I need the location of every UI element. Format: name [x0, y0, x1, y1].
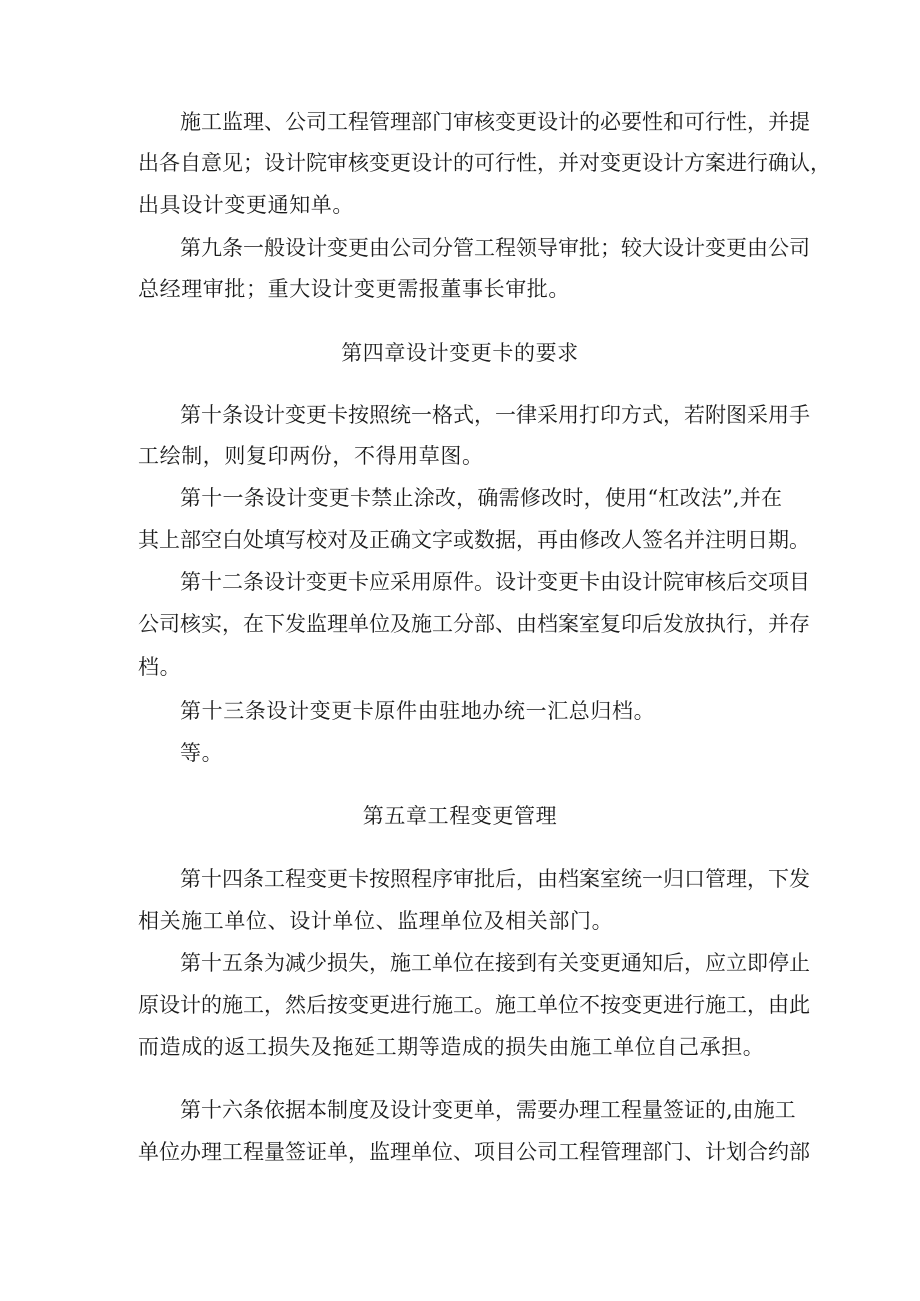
paragraph-line: 等。 — [180, 741, 224, 765]
paragraph-line: 第九条一般设计变更由公司分管工程领导审批；较大设计变更由公司 — [180, 236, 810, 260]
chapter-heading: 第五章工程变更管理 — [362, 804, 558, 828]
paragraph-line: 相关施工单位、设计单位、监理单位及相关部门。 — [138, 909, 614, 933]
paragraph-line: 第十五条为减少损失，施工单位在接到有关变更通知后，应立即停止 — [180, 951, 810, 975]
paragraph-line: 施工监理、公司工程管理部门审核变更设计的必要性和可行性，并提 — [180, 110, 810, 134]
paragraph-line: 其上部空白处填写校对及正确文字或数据，再由修改人签名并注明日期。 — [138, 528, 810, 552]
paragraph-line: 而造成的返工损失及拖延工期等造成的损失由施工单位自己承担。 — [138, 1035, 765, 1059]
paragraph-line: 第十四条工程变更卡按照程序审批后，由档案室统一归口管理，下发 — [180, 867, 810, 891]
paragraph-line: 第十三条设计变更卡原件由驻地办统一汇总归档。 — [180, 699, 656, 723]
paragraph-line: 出具设计变更通知单。 — [138, 193, 354, 217]
paragraph-line: 第十六条依据本制度及设计变更单，需要办理工程量签证的,由施工 — [180, 1098, 796, 1122]
paragraph-line: 公司核实，在下发监理单位及施工分部、由档案室复印后发放执行，并存 — [138, 612, 810, 636]
paragraph-line: 第十一条设计变更卡禁止涂改，确需修改时，使用“杠改法”,并在 — [180, 486, 782, 510]
paragraph-line: 第十条设计变更卡按照统一格式，一律采用打印方式，若附图采用手 — [180, 403, 810, 427]
paragraph-line: 第十二条设计变更卡应采用原件。设计变更卡由设计院审核后交项目 — [180, 570, 810, 594]
paragraph-line: 档。 — [138, 655, 182, 679]
paragraph-line: 原设计的施工，然后按变更进行施工。施工单位不按变更进行施工，由此 — [138, 993, 810, 1017]
paragraph-line: 总经理审批；重大设计变更需报董事长审批。 — [138, 277, 570, 301]
chapter-heading: 第四章设计变更卡的要求 — [341, 341, 579, 365]
paragraph-line: 工绘制，则复印两份，不得用草图。 — [138, 444, 484, 468]
paragraph-line: 单位办理工程量签证单，监理单位、项目公司工程管理部门、计划合约部 — [138, 1140, 810, 1164]
paragraph-line: 出各自意见；设计院审核变更设计的可行性，并对变更设计方案进行确认， — [138, 151, 831, 175]
